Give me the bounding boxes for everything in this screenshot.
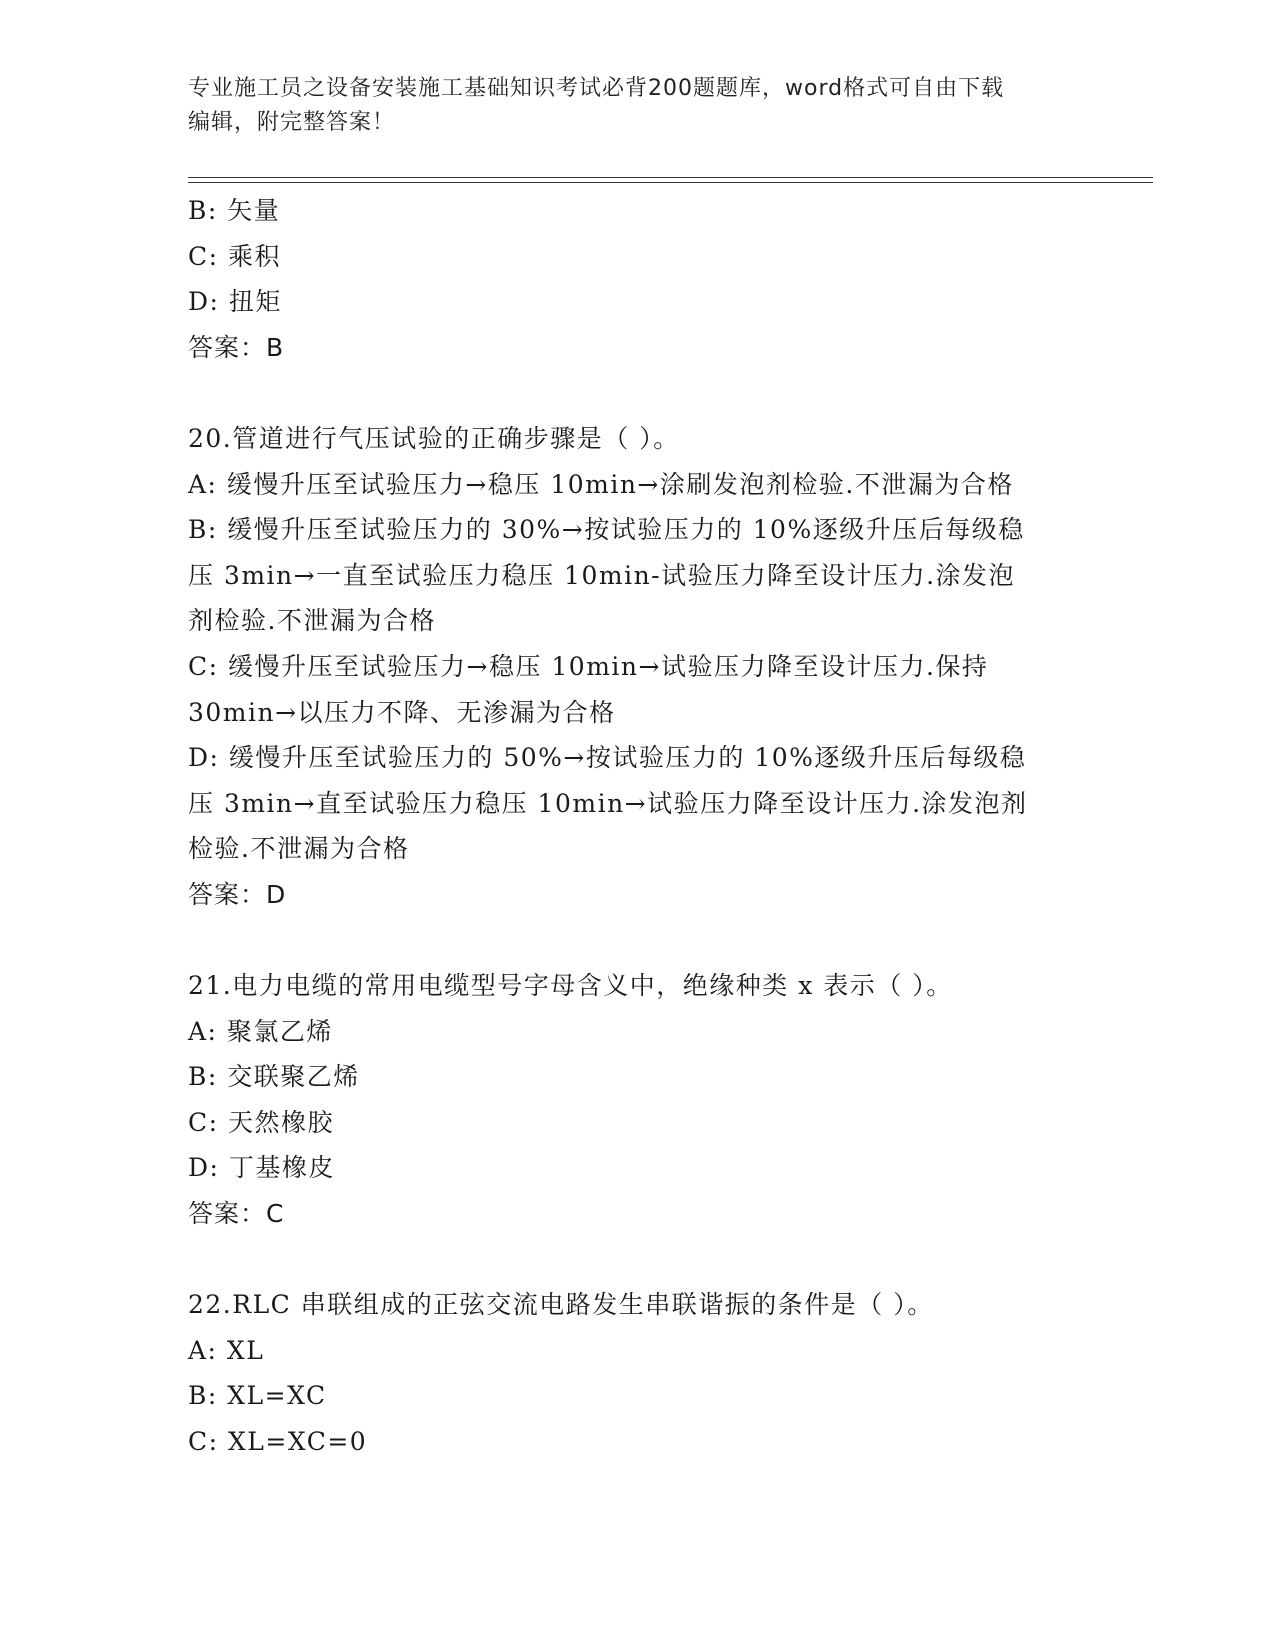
q20-option-d-line-2: 压 3min→直至试验压力稳压 10min→试验压力降至设计压力.涂发泡剂	[188, 788, 1028, 818]
q19-answer: 答案：B	[188, 332, 285, 362]
spacer	[188, 1237, 1088, 1283]
q20-option-b-line-2: 压 3min→一直至试验压力稳压 10min-试验压力降至设计压力.涂发泡	[188, 560, 1016, 590]
q22-option-a: A: XL	[188, 1335, 265, 1365]
q21-option-c: C: 天然橡胶	[188, 1107, 334, 1137]
q20-option-b-line-3: 剂检验.不泄漏为合格	[188, 606, 436, 636]
document-header	[188, 72, 1088, 140]
spacer	[188, 370, 1088, 416]
q20-option-a: A: 缓慢升压至试验压力→稳压 10min→涂刷发泡剂检验.不泄漏为合格	[188, 469, 1014, 499]
q19-option-b: B: 矢量	[188, 196, 281, 225]
q21-answer: 答案：C	[188, 1199, 285, 1229]
spacer	[188, 918, 1088, 964]
header-title-line-2: 编辑，附完整答案！	[188, 110, 396, 135]
q22-option-c: C: XL=XC=0	[188, 1427, 368, 1457]
q22-question: 22.RLC 串联组成的正弦交流电路发生串联谐振的条件是（ ）。	[188, 1290, 934, 1320]
q22-option-b: B: XL=XC	[188, 1381, 327, 1411]
q20-option-d-line-1: D: 缓慢升压至试验压力的 50%→按试验压力的 10%逐级升压后每级稳	[188, 743, 1027, 773]
header-divider-top	[188, 177, 1153, 178]
q20-question: 20.管道进行气压试验的正确步骤是（ ）。	[188, 423, 680, 453]
q20-answer: 答案：D	[188, 879, 287, 909]
question-20	[188, 416, 1088, 918]
q20-option-d-line-3: 检验.不泄漏为合格	[188, 834, 410, 864]
question-21	[188, 963, 1088, 1237]
q19-option-c: C: 乘积	[188, 241, 281, 271]
question-22	[188, 1282, 1088, 1464]
q21-question: 21.电力电缆的常用电缆型号字母含义中，绝缘种类 x 表示（ ）。	[188, 971, 953, 1001]
q20-option-c-line-1: C: 缓慢升压至试验压力→稳压 10min→试验压力降至设计压力.保持	[188, 651, 989, 681]
question-19-tail	[188, 188, 1088, 370]
header-title-line-1: 专业施工员之设备安装施工基础知识考试必背200题题库，word格式可自由下载	[188, 76, 1005, 101]
q19-option-d: D: 扭矩	[188, 287, 282, 317]
header-divider-bottom	[188, 182, 1153, 183]
q21-option-d: D: 丁基橡皮	[188, 1153, 335, 1183]
q21-option-a: A: 聚氯乙烯	[188, 1016, 333, 1046]
question-content	[188, 188, 1088, 1465]
q21-option-b: B: 交联聚乙烯	[188, 1062, 360, 1092]
q20-option-c-line-2: 30min→以压力不降、无渗漏为合格	[188, 697, 616, 727]
q20-option-b-line-1: B: 缓慢升压至试验压力的 30%→按试验压力的 10%逐级升压后每级稳	[188, 515, 1025, 545]
